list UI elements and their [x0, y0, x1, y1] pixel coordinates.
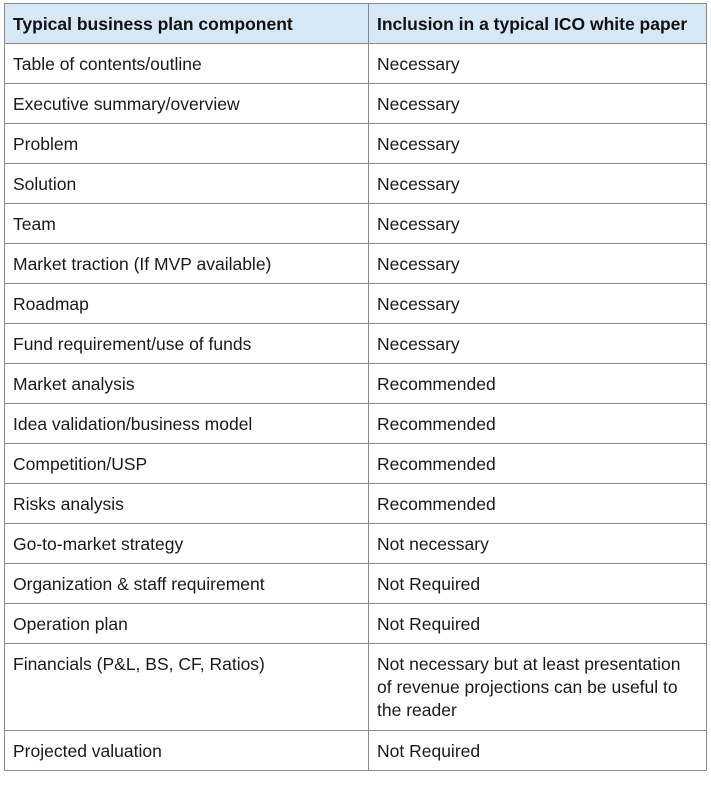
inclusion-cell: Recommended: [369, 404, 707, 444]
table-header-row: [5, 4, 707, 44]
component-cell: Financials (P&L, BS, CF, Ratios): [5, 644, 369, 731]
component-cell: Organization & staff requirement: [5, 564, 369, 604]
component-cell: Problem: [5, 124, 369, 164]
inclusion-cell: Necessary: [369, 44, 707, 84]
inclusion-cell: Not Required: [369, 564, 707, 604]
table-row: [5, 84, 707, 124]
table-row: [5, 324, 707, 364]
header-ico-white-paper-inclusion: Inclusion in a typical ICO white paper: [369, 4, 707, 44]
table-row: [5, 484, 707, 524]
component-cell: Market traction (If MVP available): [5, 244, 369, 284]
table-row: [5, 204, 707, 244]
inclusion-cell: Recommended: [369, 484, 707, 524]
table-row: [5, 284, 707, 324]
inclusion-cell: Necessary: [369, 244, 707, 284]
table-row: [5, 164, 707, 204]
inclusion-cell: Necessary: [369, 204, 707, 244]
inclusion-cell: Recommended: [369, 364, 707, 404]
inclusion-cell: Not Required: [369, 604, 707, 644]
component-cell: Market analysis: [5, 364, 369, 404]
business-plan-vs-ico-table: [4, 3, 707, 771]
table-row: [5, 244, 707, 284]
table-row: [5, 364, 707, 404]
component-cell: Go-to-market strategy: [5, 524, 369, 564]
inclusion-cell: Necessary: [369, 84, 707, 124]
table-row: [5, 524, 707, 564]
inclusion-cell: Necessary: [369, 324, 707, 364]
component-cell: Solution: [5, 164, 369, 204]
component-cell: Roadmap: [5, 284, 369, 324]
component-cell: Operation plan: [5, 604, 369, 644]
inclusion-cell: Recommended: [369, 444, 707, 484]
component-cell: Competition/USP: [5, 444, 369, 484]
inclusion-cell: Necessary: [369, 284, 707, 324]
table-row: [5, 444, 707, 484]
table-row: [5, 731, 707, 771]
table-row: [5, 644, 707, 731]
inclusion-cell: Not necessary but at least presentation of revenue projections can be useful to the reader: [369, 644, 707, 731]
table-header: [5, 4, 707, 44]
table-row: [5, 124, 707, 164]
component-cell: Team: [5, 204, 369, 244]
table-row: [5, 604, 707, 644]
component-cell: Idea validation/business model: [5, 404, 369, 444]
inclusion-cell: Not necessary: [369, 524, 707, 564]
component-cell: Executive summary/overview: [5, 84, 369, 124]
component-cell: Projected valuation: [5, 731, 369, 771]
table-row: [5, 404, 707, 444]
inclusion-cell: Necessary: [369, 124, 707, 164]
component-cell: Table of contents/outline: [5, 44, 369, 84]
inclusion-cell: Necessary: [369, 164, 707, 204]
table-row: [5, 564, 707, 604]
component-cell: Fund requirement/use of funds: [5, 324, 369, 364]
table-body: [5, 44, 707, 771]
table-row: [5, 44, 707, 84]
header-business-plan-component: Typical business plan component: [5, 4, 369, 44]
inclusion-cell: Not Required: [369, 731, 707, 771]
component-cell: Risks analysis: [5, 484, 369, 524]
